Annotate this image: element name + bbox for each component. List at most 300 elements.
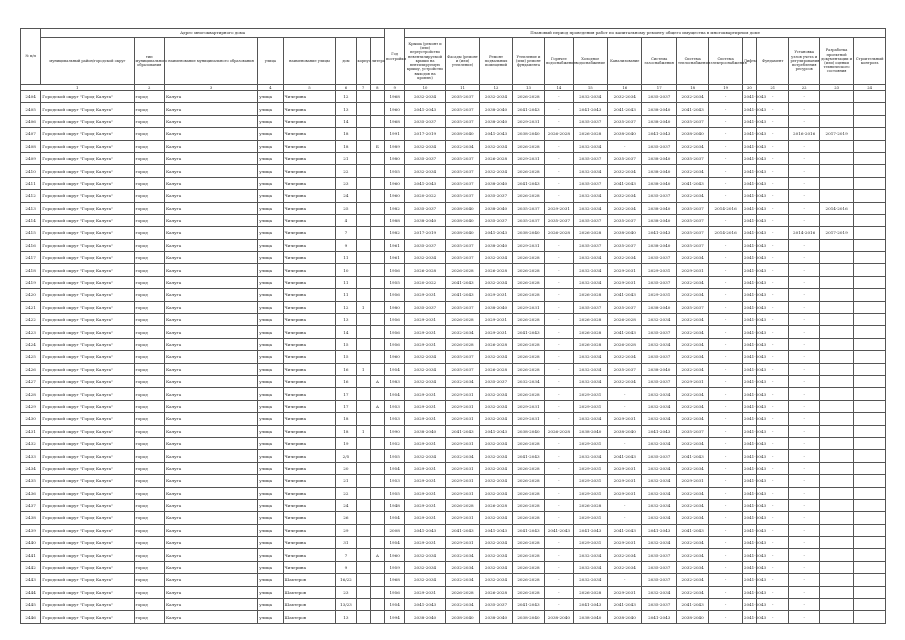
- header-cell: Фасады (ремонт и (или) утепление): [445, 38, 479, 85]
- table-cell: 2041-2043: [742, 537, 756, 549]
- table-cell: 2029-2031: [445, 512, 479, 524]
- table-cell: [819, 375, 853, 387]
- table-cell: 2032-2034: [480, 561, 512, 573]
- table-cell: 2429: [21, 400, 41, 412]
- table-cell: [819, 462, 853, 474]
- table-cell: Калуга: [164, 363, 257, 375]
- table-cell: 2038-2040: [608, 128, 642, 140]
- table-cell: 2442: [21, 561, 41, 573]
- table-cell: [370, 561, 384, 573]
- table-cell: 2035-2037: [512, 202, 544, 214]
- table-cell: 2029-2031: [405, 512, 446, 524]
- table-cell: 2041-2043: [742, 413, 756, 425]
- table-cell: [819, 425, 853, 437]
- table-cell: 2026-2028: [512, 351, 544, 363]
- table-cell: -: [709, 599, 742, 611]
- table-cell: -: [789, 475, 819, 487]
- table-cell: 2032-2034: [480, 351, 512, 363]
- table-cell: 2035-2037: [445, 239, 479, 251]
- table-cell: 2032-2034: [405, 561, 446, 573]
- table-cell: 2441: [21, 549, 41, 561]
- table-cell: 1980: [385, 152, 405, 164]
- table-cell: город: [134, 413, 164, 425]
- table-cell: 2032-2034: [676, 400, 708, 412]
- table-cell: улица: [258, 128, 283, 140]
- table-cell: Калуга: [164, 450, 257, 462]
- table-cell: -: [608, 437, 642, 449]
- table-cell: 2038-2040: [445, 227, 479, 239]
- table-cell: 2035-2037: [676, 152, 708, 164]
- table-cell: 2035-2037: [573, 177, 607, 189]
- table-cell-empty: [854, 512, 886, 524]
- table-cell: 2029-2031: [676, 475, 708, 487]
- table-cell: 2035-2037: [480, 214, 512, 226]
- table-cell: 2032-2034: [573, 252, 607, 264]
- table-cell: Чичерина: [283, 549, 336, 561]
- table-cell: 2041-2043: [512, 103, 544, 115]
- table-cell: Чичерина: [283, 214, 336, 226]
- table-cell: Чичерина: [283, 202, 336, 214]
- table-cell: 24: [336, 190, 356, 202]
- table-cell: [819, 314, 853, 326]
- table-cell: 2026-2028: [573, 128, 607, 140]
- table-cell: 2038-2040: [573, 611, 607, 623]
- table-cell: 23: [336, 586, 356, 598]
- column-number: 9: [385, 85, 405, 91]
- table-cell: 2041-2043: [742, 190, 756, 202]
- table-cell: 2038-2040: [445, 202, 479, 214]
- table-row: [21, 202, 886, 214]
- table-row: [21, 177, 886, 189]
- table-cell: Шахтеров: [283, 586, 336, 598]
- table-cell: Городской округ "Город Калуга": [41, 475, 134, 487]
- table-row: [21, 425, 886, 437]
- table-cell: город: [134, 289, 164, 301]
- table-cell: 2032-2034: [445, 450, 479, 462]
- table-cell: 2038-2040: [642, 202, 676, 214]
- table-cell: 2035-2037: [480, 599, 512, 611]
- table-cell: 1961: [385, 252, 405, 264]
- table-cell: -: [545, 487, 573, 499]
- table-cell: 2041-2043: [742, 512, 756, 524]
- table-cell: -: [757, 202, 789, 214]
- table-cell: 2445: [21, 599, 41, 611]
- table-row: [21, 499, 886, 511]
- table-cell: 2035-2037: [642, 561, 676, 573]
- table-cell: -: [545, 450, 573, 462]
- table-cell: [370, 437, 384, 449]
- table-cell: 2041-2043: [742, 363, 756, 375]
- table-cell: 2029-2031: [608, 276, 642, 288]
- table-cell: 2418: [21, 264, 41, 276]
- table-cell: -: [757, 152, 789, 164]
- table-cell: 2041-2043: [742, 301, 756, 313]
- table-cell: [370, 103, 384, 115]
- table-cell: улица: [258, 437, 283, 449]
- table-cell: 2032-2034: [608, 561, 642, 573]
- table-cell: Калуга: [164, 413, 257, 425]
- table-cell: 31: [336, 537, 356, 549]
- table-cell: -: [545, 512, 573, 524]
- table-cell: 2041-2043: [573, 599, 607, 611]
- table-cell: 2035-2037: [642, 190, 676, 202]
- table-cell: -: [789, 450, 819, 462]
- table-cell: -: [789, 264, 819, 276]
- table-cell: город: [134, 425, 164, 437]
- table-cell: [356, 338, 370, 350]
- table-cell: улица: [258, 177, 283, 189]
- table-cell: Городской округ "Город Калуга": [41, 239, 134, 251]
- table-cell: -: [757, 91, 789, 103]
- table-cell: 2029-2031: [512, 400, 544, 412]
- table-cell: 2026-2028: [405, 264, 446, 276]
- table-cell: [370, 276, 384, 288]
- table-cell: 2032-2034: [480, 437, 512, 449]
- table-cell: [356, 326, 370, 338]
- table-cell: -: [757, 103, 789, 115]
- table-cell: улица: [258, 400, 283, 412]
- table-cell: -: [545, 351, 573, 363]
- table-cell: 2041-2043: [742, 202, 756, 214]
- table-cell: Городской округ "Город Калуга": [41, 524, 134, 536]
- table-cell: 2035-2037: [608, 363, 642, 375]
- table-cell: [356, 264, 370, 276]
- table-row: [21, 549, 886, 561]
- table-cell: Чичерина: [283, 363, 336, 375]
- table-cell: [356, 289, 370, 301]
- table-cell: Городской округ "Город Калуга": [41, 437, 134, 449]
- table-cell: -: [545, 561, 573, 573]
- table-cell: Городской округ "Город Калуга": [41, 252, 134, 264]
- table-row: [21, 388, 886, 400]
- table-cell: 2038-2040: [512, 425, 544, 437]
- table-cell: [370, 314, 384, 326]
- table-cell: [370, 586, 384, 598]
- table-cell: Чичерина: [283, 326, 336, 338]
- table-cell: 2026-2028: [512, 537, 544, 549]
- table-cell: 2041-2043: [545, 524, 573, 536]
- table-cell: [356, 152, 370, 164]
- table-cell: 15: [336, 338, 356, 350]
- table-cell: улица: [258, 314, 283, 326]
- table-cell: [819, 264, 853, 276]
- table-cell: 1: [356, 363, 370, 375]
- table-cell: Калуга: [164, 314, 257, 326]
- table-cell: -: [709, 524, 742, 536]
- table-cell: -: [789, 437, 819, 449]
- table-cell: 2029-2031: [445, 437, 479, 449]
- table-cell: 2041-2043: [742, 524, 756, 536]
- table-cell: 9: [336, 561, 356, 573]
- table-cell: -: [789, 375, 819, 387]
- table-cell: -: [709, 437, 742, 449]
- table-cell: 2041-2043: [480, 227, 512, 239]
- table-cell-empty: [854, 314, 886, 326]
- table-cell: [356, 239, 370, 251]
- table-cell: 2014-2016: [819, 202, 853, 214]
- table-cell-empty: [854, 475, 886, 487]
- table-cell: 2032-2034: [608, 252, 642, 264]
- table-cell: -: [789, 599, 819, 611]
- table-cell: 2035-2037: [642, 140, 676, 152]
- table-cell: Городской округ "Город Калуга": [41, 338, 134, 350]
- table-cell: Чичерина: [283, 140, 336, 152]
- table-cell: 2405: [21, 103, 41, 115]
- table-cell: 2035-2037: [642, 599, 676, 611]
- table-cell: 1954: [385, 537, 405, 549]
- table-cell: [370, 499, 384, 511]
- table-cell: 2032-2034: [480, 512, 512, 524]
- table-cell: улица: [258, 165, 283, 177]
- table-cell: 2035-2037: [445, 301, 479, 313]
- table-cell: улица: [258, 363, 283, 375]
- table-cell: [356, 177, 370, 189]
- table-cell: 2433: [21, 450, 41, 462]
- table-cell: Городской округ "Город Калуга": [41, 400, 134, 412]
- table-cell: -: [709, 586, 742, 598]
- table-cell: 2414: [21, 214, 41, 226]
- table-cell: [819, 326, 853, 338]
- table-cell: 2041-2043: [480, 128, 512, 140]
- table-cell: -: [789, 301, 819, 313]
- table-cell: 2446: [21, 611, 41, 623]
- table-cell: -: [709, 363, 742, 375]
- table-cell: -: [789, 115, 819, 127]
- table-cell: 2029-2031: [512, 152, 544, 164]
- table-cell: 2026-2028: [512, 91, 544, 103]
- table-cell: 2032-2034: [676, 512, 708, 524]
- table-cell: Калуга: [164, 586, 257, 598]
- register-sheet: [20, 28, 886, 624]
- table-cell: -: [709, 537, 742, 549]
- table-cell: 2032-2034: [608, 549, 642, 561]
- table-cell: 2017-2019: [405, 128, 446, 140]
- table-cell: [370, 252, 384, 264]
- table-cell: 2026-2028: [573, 326, 607, 338]
- table-cell: 1960: [385, 190, 405, 202]
- table-cell: город: [134, 437, 164, 449]
- table-cell: 2032-2034: [405, 351, 446, 363]
- table-cell: 2032-2034: [573, 375, 607, 387]
- table-cell: [819, 115, 853, 127]
- table-cell: 2038-2040: [642, 115, 676, 127]
- table-cell: -: [709, 351, 742, 363]
- header-cell: Горячее водоснабжение: [545, 38, 573, 85]
- table-cell: [356, 413, 370, 425]
- table-cell: Чичерина: [283, 388, 336, 400]
- table-cell: 2029-2031: [573, 487, 607, 499]
- table-cell: 2032-2034: [480, 91, 512, 103]
- table-cell: 2032-2034: [405, 375, 446, 387]
- table-cell: 2041-2043: [742, 289, 756, 301]
- table-cell: 2035-2037: [642, 252, 676, 264]
- table-cell: 1952: [385, 437, 405, 449]
- table-cell-empty: [854, 91, 886, 103]
- table-cell: улица: [258, 462, 283, 474]
- table-cell: город: [134, 524, 164, 536]
- table-cell: [819, 351, 853, 363]
- table-cell: 1968: [385, 91, 405, 103]
- table-cell-empty: [854, 487, 886, 499]
- table-cell: 2026-2028: [480, 363, 512, 375]
- table-cell: 2035-2037: [405, 152, 446, 164]
- table-cell: [370, 537, 384, 549]
- table-cell: 2029-2031: [405, 475, 446, 487]
- table-cell: 2029-2031: [512, 115, 544, 127]
- table-cell: 20: [336, 462, 356, 474]
- table-cell: [356, 524, 370, 536]
- table-cell: город: [134, 103, 164, 115]
- table-cell: 2032-2034: [573, 363, 607, 375]
- table-cell: Калуга: [164, 140, 257, 152]
- table-cell: 2041-2043: [405, 177, 446, 189]
- table-cell: город: [134, 177, 164, 189]
- table-cell: [370, 227, 384, 239]
- table-cell: 1959: [385, 561, 405, 573]
- table-cell: Калуга: [164, 487, 257, 499]
- table-cell: [370, 264, 384, 276]
- table-cell: 1948: [385, 499, 405, 511]
- table-cell: 2443: [21, 574, 41, 586]
- table-cell: 2038-2040: [642, 239, 676, 251]
- table-cell: 2038-2040: [642, 214, 676, 226]
- table-cell: -: [757, 301, 789, 313]
- table-cell: Городской округ "Город Калуга": [41, 375, 134, 387]
- table-cell: Чичерина: [283, 499, 336, 511]
- table-cell: 2014-2016: [709, 202, 742, 214]
- table-cell: город: [134, 375, 164, 387]
- table-cell: -: [709, 338, 742, 350]
- column-number: 6: [336, 85, 356, 91]
- table-row: [21, 487, 886, 499]
- table-cell: 13/23: [336, 599, 356, 611]
- table-cell: [356, 462, 370, 474]
- table-cell: 2032-2034: [445, 599, 479, 611]
- table-cell: 2026-2028: [512, 165, 544, 177]
- table-cell: 2032-2034: [573, 264, 607, 276]
- table-cell: 2419: [21, 276, 41, 288]
- table-cell: 2029-2031: [573, 388, 607, 400]
- table-cell: 2032-2034: [642, 512, 676, 524]
- table-cell: город: [134, 326, 164, 338]
- table-cell: -: [789, 140, 819, 152]
- table-cell: 2029-2031: [480, 314, 512, 326]
- table-cell: 2038-2040: [608, 227, 642, 239]
- column-number: 19: [709, 85, 742, 91]
- table-cell: 2026-2028: [512, 252, 544, 264]
- table-cell: -: [789, 326, 819, 338]
- table-cell: 2436: [21, 487, 41, 499]
- table-cell-empty: [854, 264, 886, 276]
- table-cell: улица: [258, 487, 283, 499]
- column-number: 2: [134, 85, 164, 91]
- table-cell: 2026-2028: [545, 425, 573, 437]
- table-cell-empty: [854, 239, 886, 251]
- table-cell: Городской округ "Город Калуга": [41, 388, 134, 400]
- table-row: [21, 227, 886, 239]
- table-cell: 2032-2034: [676, 190, 708, 202]
- table-cell-empty: [854, 128, 886, 140]
- table-cell: 1955: [385, 276, 405, 288]
- table-cell: -: [545, 152, 573, 164]
- table-cell: Калуга: [164, 388, 257, 400]
- table-cell: -: [709, 499, 742, 511]
- table-cell: 2032-2034: [676, 314, 708, 326]
- table-cell: А: [370, 549, 384, 561]
- table-cell: А: [370, 375, 384, 387]
- table-cell: [370, 152, 384, 164]
- table-cell: 2008: [385, 524, 405, 536]
- table-cell: -: [709, 289, 742, 301]
- table-cell: -: [709, 388, 742, 400]
- table-cell: 2032-2034: [445, 140, 479, 152]
- table-cell: 2435: [21, 475, 41, 487]
- table-cell: Городской округ "Город Калуга": [41, 351, 134, 363]
- table-cell-empty: [854, 202, 886, 214]
- table-cell: -: [545, 462, 573, 474]
- table-cell: 2038-2040: [642, 177, 676, 189]
- table-cell: 2434: [21, 462, 41, 474]
- table-cell: 26: [336, 512, 356, 524]
- table-cell: [819, 524, 853, 536]
- table-cell: 2026-2028: [512, 574, 544, 586]
- table-cell: 2041-2043: [573, 524, 607, 536]
- table-cell: 2035-2037: [573, 214, 607, 226]
- table-cell: 2035-2037: [642, 450, 676, 462]
- table-cell: 13: [336, 611, 356, 623]
- table-cell: [356, 499, 370, 511]
- table-cell: город: [134, 537, 164, 549]
- table-cell: -: [709, 413, 742, 425]
- table-cell: 2026-2028: [545, 128, 573, 140]
- table-cell: [370, 202, 384, 214]
- table-cell: -: [757, 437, 789, 449]
- table-cell: -: [709, 301, 742, 313]
- table-cell: 1954: [385, 599, 405, 611]
- header-cell: Система газоснабжения: [642, 38, 676, 85]
- table-cell: 2041-2043: [742, 437, 756, 449]
- table-cell: [370, 512, 384, 524]
- column-number: 21: [757, 85, 789, 91]
- table-cell: 2026-2028: [512, 475, 544, 487]
- table-cell: Калуга: [164, 611, 257, 623]
- table-cell: 2029-2031: [405, 437, 446, 449]
- table-cell: 2014-2016: [709, 227, 742, 239]
- table-cell: [356, 537, 370, 549]
- table-cell: 14: [336, 326, 356, 338]
- table-cell: 1954: [385, 512, 405, 524]
- table-cell: -: [709, 462, 742, 474]
- table-cell: 2423: [21, 326, 41, 338]
- table-cell: 2029-2031: [573, 400, 607, 412]
- table-cell: 2029-2031: [573, 437, 607, 449]
- table-cell: 2032-2034: [642, 537, 676, 549]
- table-cell: Городской округ "Город Калуга": [41, 561, 134, 573]
- table-cell: 2026-2028: [445, 586, 479, 598]
- table-cell: 2041-2043: [742, 586, 756, 598]
- table-cell: 2430: [21, 413, 41, 425]
- table-cell: Калуга: [164, 561, 257, 573]
- table-cell: 1: [356, 425, 370, 437]
- table-cell: -: [757, 264, 789, 276]
- table-cell: улица: [258, 524, 283, 536]
- table-cell: 2032-2034: [573, 574, 607, 586]
- header-cell: Лифты: [742, 38, 756, 85]
- table-cell: -: [545, 103, 573, 115]
- table-cell: -: [545, 363, 573, 375]
- table-cell: 14: [336, 115, 356, 127]
- table-cell: 2020-2022: [405, 276, 446, 288]
